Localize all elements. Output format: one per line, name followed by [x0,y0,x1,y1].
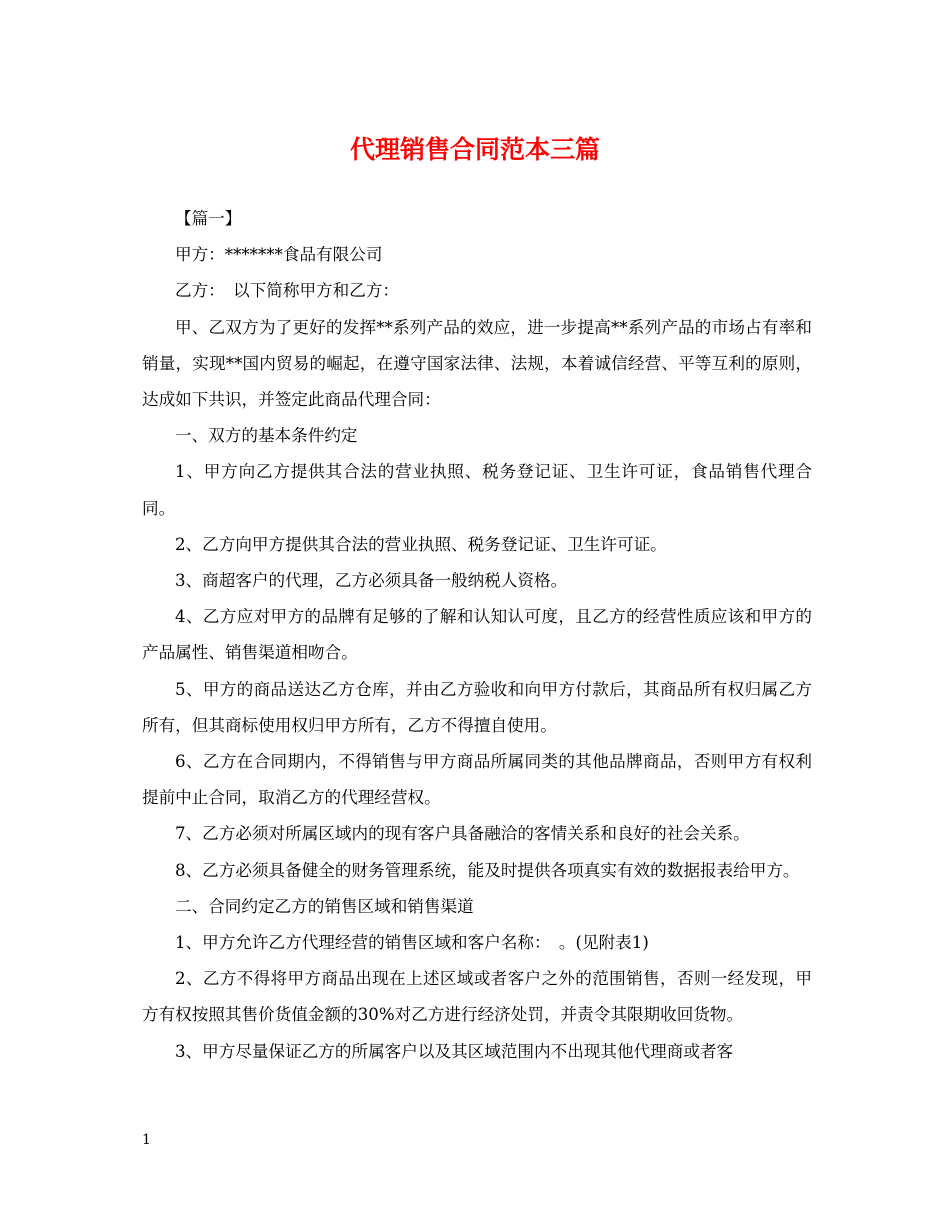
clause-item: 7、乙方必须对所属区域内的现有客户具备融洽的客情关系和良好的社会关系。 [175,824,750,844]
party-a-line: 甲方：*******食品有限公司 [175,245,383,265]
section-heading: 【篇一】 [175,209,242,228]
page-number: 1 [142,1132,151,1148]
clause-item: 8、乙方必须具备健全的财务管理系统，能及时提供各项真实有效的数据报表给甲方。 [175,860,800,880]
page-title: 代理销售合同范本三篇 [349,135,600,164]
clause-item: 4、乙方应对甲方的品牌有足够的了解和认知认可度，且乙方的经营性质应该和甲方的产品属性、销售渠道相吻合。 [142,607,812,663]
document-body [142,201,812,1070]
clause-item: 1、甲方允许乙方代理经营的销售区域和客户名称： 。(见附表1) [175,933,649,953]
clause-item: 1、甲方向乙方提供其合法的营业执照、税务登记证、卫生许可证，食品销售代理合同。 [142,462,812,518]
clause-heading: 二、合同约定乙方的销售区域和销售渠道 [175,896,474,916]
preamble-paragraph: 甲、乙双方为了更好的发挥**系列产品的效应，进一步提高**系列产品的市场占有率和销量，实现**国内贸易的崛起，在遵守国家法律、法规，本着诚信经营、平等互利的原则，达成如下共识，并签定此商品代理合同： [142,317,812,410]
clause-item: 5、甲方的商品送达乙方仓库，并由乙方验收和向甲方付款后，其商品所有权归属乙方所有，但其商标使用权归甲方所有，乙方不得擅自使用。 [142,679,812,735]
party-b-line: 乙方： 以下简称甲方和乙方： [175,281,400,301]
clause-item: 2、乙方不得将甲方商品出现在上述区域或者客户之外的范围销售，否则一经发现，甲方有权按照其售价货值金额的30%对乙方进行经济处罚，并责令其限期收回货物。 [142,969,812,1025]
clause-item: 6、乙方在合同期内，不得销售与甲方商品所属同类的其他品牌商品，否则甲方有权利提前中止合同，取消乙方的代理经营权。 [142,752,812,808]
clause-heading: 一、双方的基本条件约定 [175,426,358,446]
clause-item: 3、甲方尽量保证乙方的所属客户以及其区域范围内不出现其他代理商或者客 [175,1041,734,1061]
clause-item: 3、商超客户的代理，乙方必须具备一般纳税人资格。 [175,571,568,591]
clause-item: 2、乙方向甲方提供其合法的营业执照、税务登记证、卫生许可证。 [175,534,667,554]
